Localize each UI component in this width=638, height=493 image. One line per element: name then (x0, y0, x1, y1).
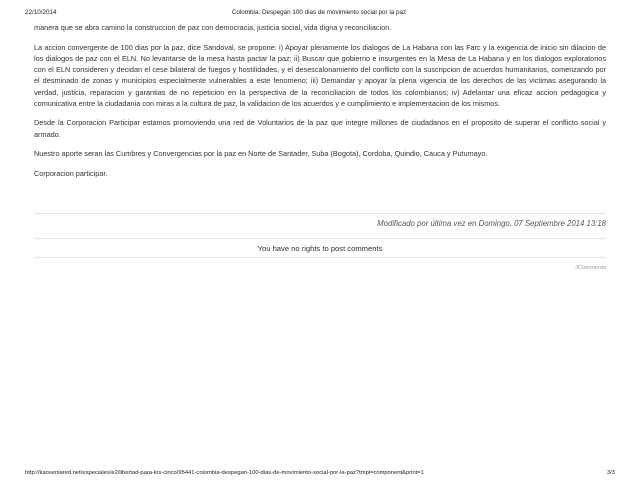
article-paragraph: Desde la Corporacion Participar estamos promoviendo una red de Voluntarios de la paz que integre millones de ciudadanos en el proposito de superar el conflicto social y armado. (34, 118, 606, 139)
print-date: 22/10/2014 (25, 9, 57, 16)
article-paragraph: Nuestro aporte seran las Cumbres y Convergencias por la paz en Norte de Santader, Suba (Bogota), Cordoba, Quindio, Cauca y Putumayo. (34, 149, 488, 159)
article-body (34, 20, 606, 188)
print-url: http://kaosenlared.net/especiales/e2/libertad-para-los-cinco/95441-colombia-despegan-100-dias-de-movimiento-social-por-la-paz?tmpl=component&print=1 (25, 470, 424, 476)
divider (34, 257, 606, 258)
page-number: 3/3 (606, 470, 615, 476)
jcomments-label[interactable]: JComments (575, 265, 606, 271)
article-paragraph: manera que se abra camino la construccion de paz con democracia, justicia social, vida digna y reconciliacion. (34, 23, 392, 32)
article-paragraph: La accion convergente de 100 dias por la paz, dice Sandoval, se propone: i) Apoyar plenamente los dialogos de La Habana con las Farc y la exigencia de inicio sin dilacion de los dialogos de paz con el ELN. No levantarse de la mesa hasta pactar la paz; ii) Buscar que gobierno e insurgentes en la Mesa de La Habana y en los dialogos exploratorios con el ELN consideren y decidan el cese bilateral de fuegos y hostilidades, y el desescalonamiento del conflicto con la suscripcion de acuerdos humanitarios, comenzando por el desminado de zonas y municipios especialmente vulnerables a este fenomeno; iii) Demandar y apoyar la plena vigencia de los derechos de las victimas asegurando la verdad, justicia, reparacion y garantias de no repeticion en la perspectiva de la reconciliacion de todos los colombianos; iv) Adelantar una eficaz accion pedagogica y comunicativa entre la ciudadania con miras a la cultura de paz, la validacion de los acuerdos y e cumplimiento e implementacion de los mismos. (34, 42, 606, 108)
print-page-title: Colombia: Despegan 100 dias de movimiento social por la paz (231, 9, 407, 16)
last-modified-text: Modificado por última vez en Domingo, 07 Septiembre 2014 13:18 (377, 219, 606, 228)
divider (34, 238, 606, 239)
no-rights-message: You have no rights to post comments (257, 244, 383, 253)
article-paragraph: Corporacion participar. (34, 169, 108, 179)
divider (34, 213, 606, 214)
print-header (0, 0, 638, 20)
